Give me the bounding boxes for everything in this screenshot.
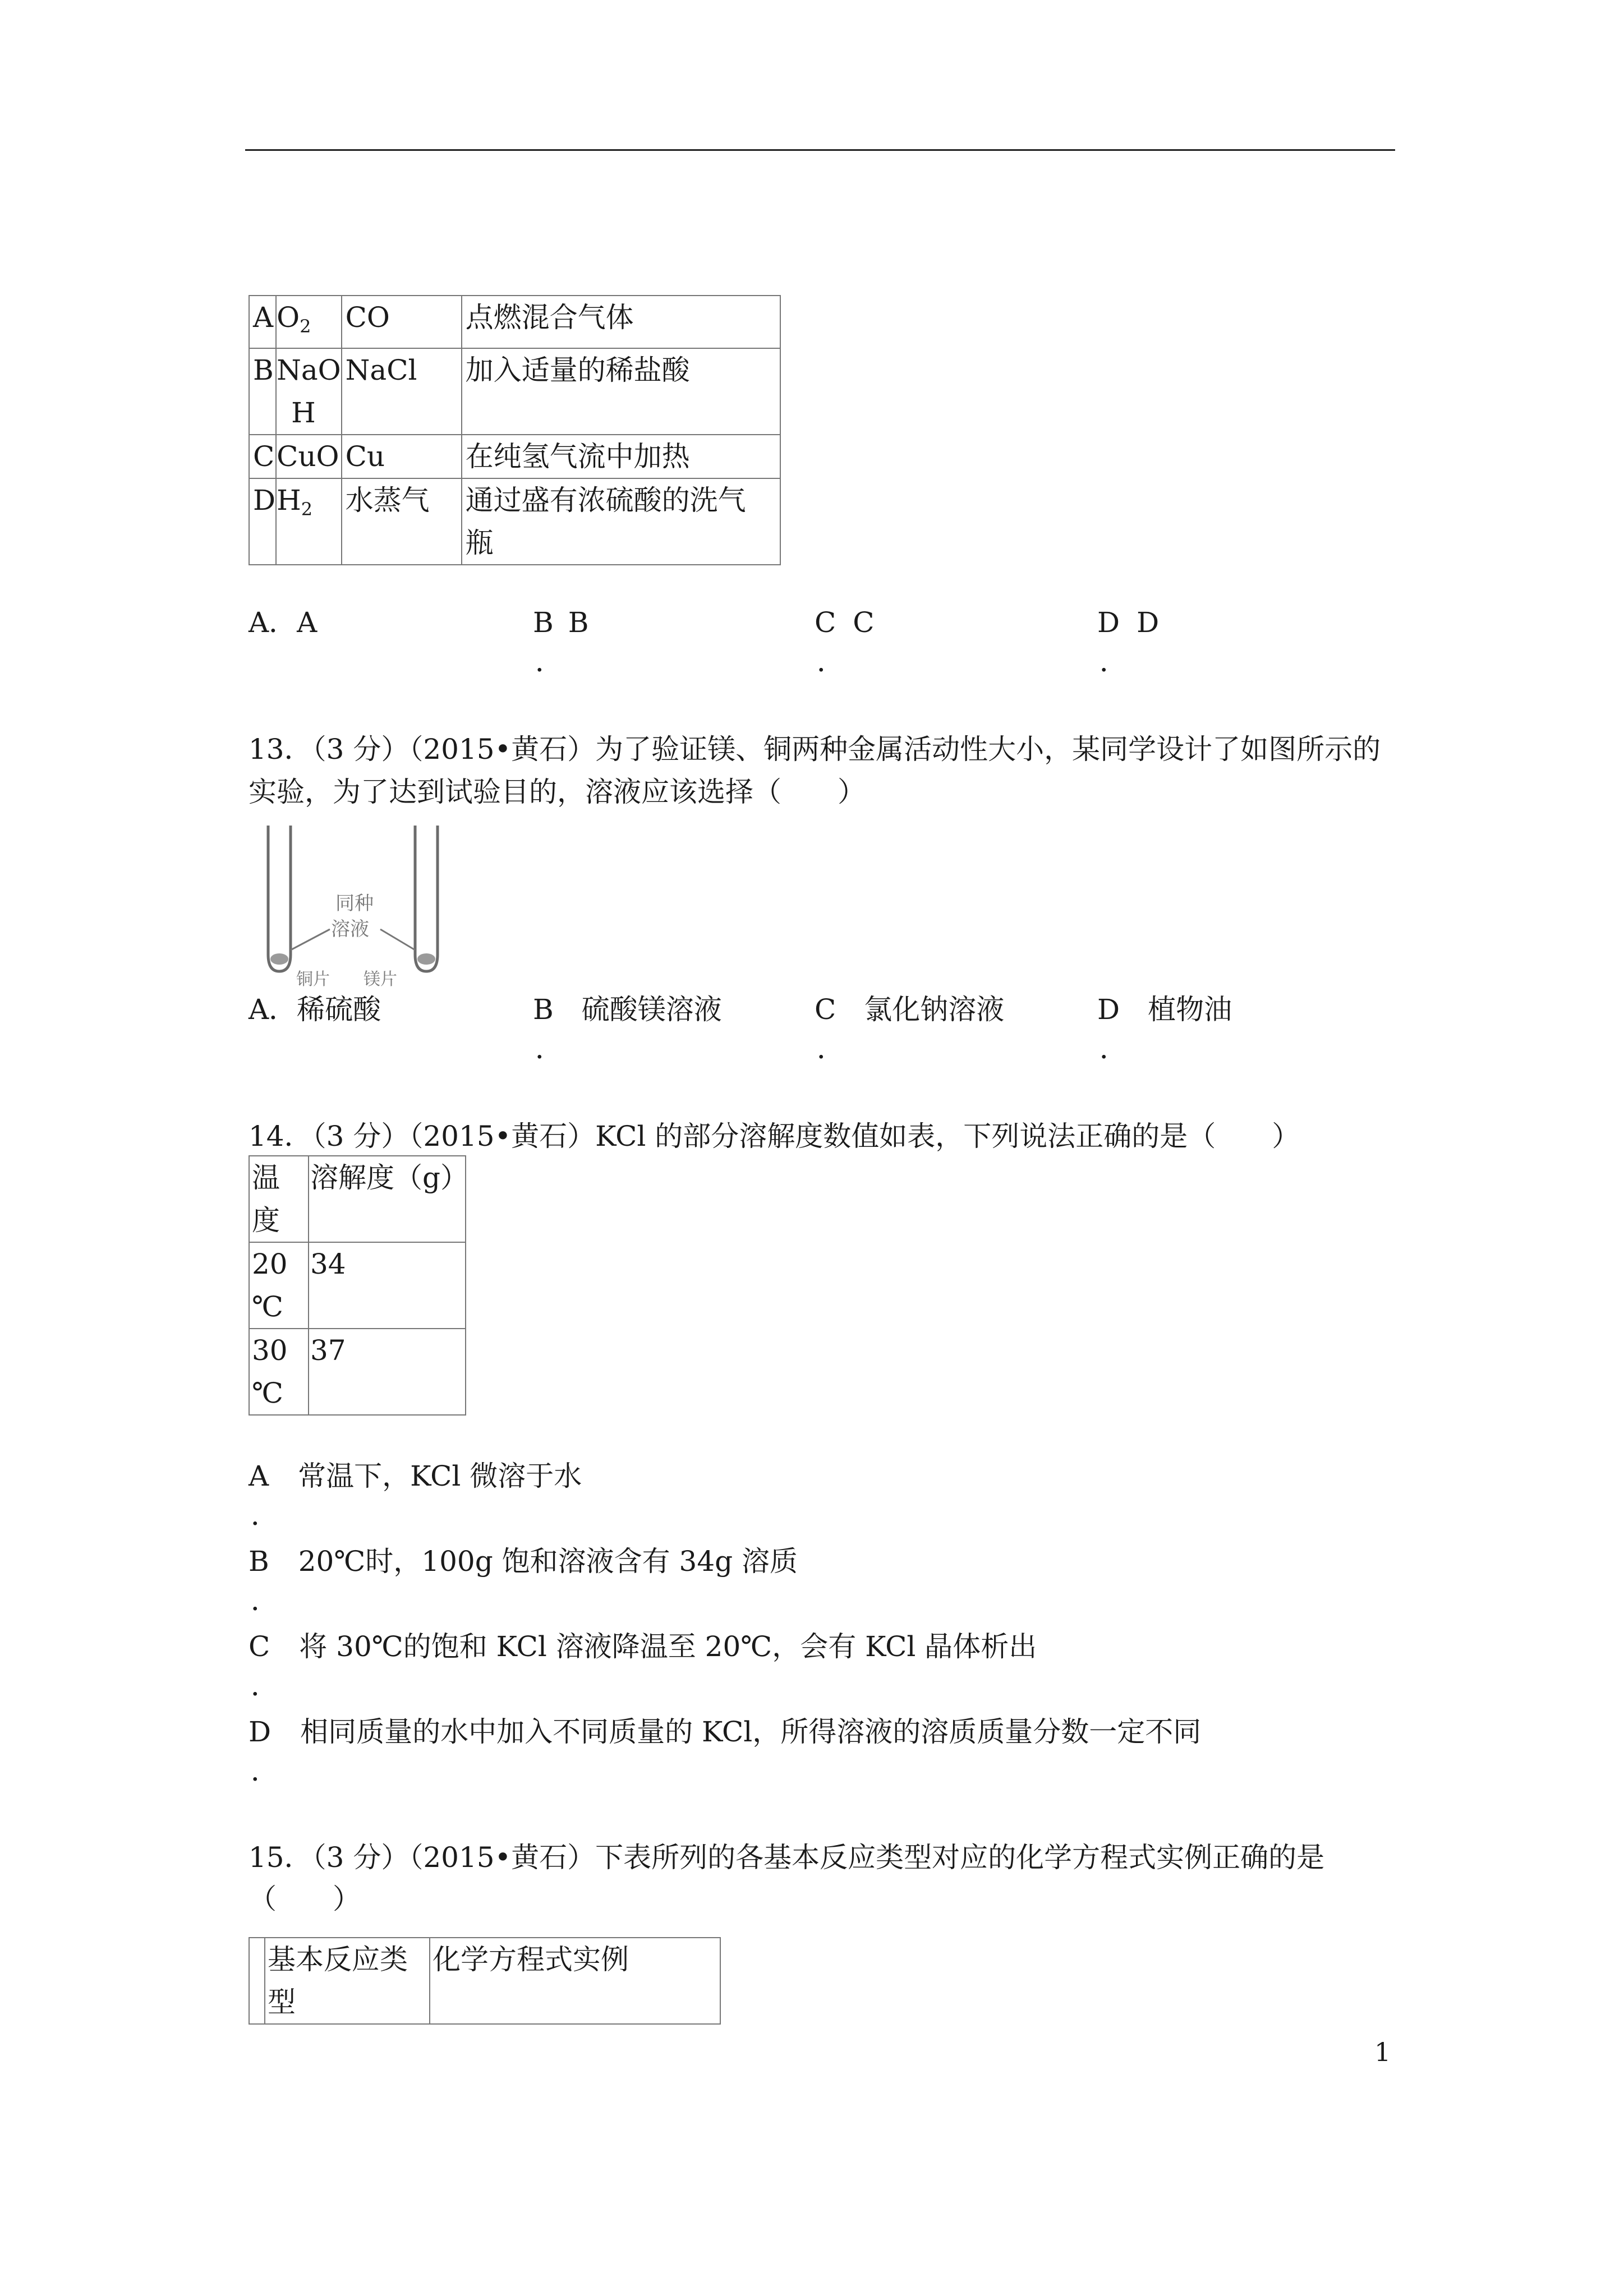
q12-option-b[interactable]: B B [533,606,589,639]
table-row [249,296,780,348]
page-number: 1 [1374,2037,1391,2067]
magnesium-strip [417,953,435,965]
method-cell: 在纯氢气流中加热 [462,435,780,478]
label-same-kind: 同种 [335,892,374,915]
q12-option-c-dot: ． [817,646,845,678]
method-cell: 点燃混合气体 [462,296,780,348]
label-copper: 铜片 [296,970,330,988]
table-row [249,1329,466,1415]
test-tube-diagram [251,820,464,988]
q13-stem-line1: 13．（3 分）（2015•黄石）为了验证镁、铜两种金属活动性大小，某同学设计了如图所示的 [249,733,1381,766]
temperature-cell: 20 ℃ [249,1242,309,1329]
label-magnesium: 镁片 [364,970,397,988]
left-test-tube [268,826,291,971]
q13-option-c[interactable]: C 氯化钠溶液 [815,993,1005,1026]
blank-cell [249,1938,265,2024]
row-letter: B [249,348,276,435]
method-cell: 加入适量的稀盐酸 [462,348,780,435]
q13-option-d[interactable]: D 植物油 [1097,993,1232,1026]
table-row [249,1938,720,2024]
solubility-cell: 37 [309,1329,466,1415]
solubility-cell: 34 [309,1242,466,1329]
q14-stem: 14．（3 分）（2015•黄石）KCl 的部分溶解度数值如表，下列说法正确的是（ ） [249,1120,1300,1152]
q14-option-d[interactable]: D 相同质量的水中加入不同质量的 KCl，所得溶液的溶质质量分数一定不同 [249,1716,1202,1748]
q13-stem-line2: 实验，为了达到试验目的，溶液应该选择（ ） [249,776,866,808]
table-row [249,1242,466,1329]
substance-cell: NaO H [276,348,342,435]
copper-strip [270,953,288,965]
q14-solubility-table [249,1155,469,1416]
reaction-type-header: 基本反应类 型 [265,1938,430,2024]
q15-table [249,1937,721,2025]
q14-option-c-dot: ． [251,1670,279,1702]
solubility-header: 溶解度（g） [309,1156,466,1242]
impurity-cell: NaCl [342,348,462,435]
temperature-cell: 30 ℃ [249,1329,309,1415]
table-row [249,478,780,565]
q13-test-tube-figure [251,820,464,988]
q13-option-c-dot: ． [817,1032,845,1065]
q15-stem-line2: （ ） [249,1883,361,1915]
q15-stem-line1: 15．（3 分）（2015•黄石）下表所列的各基本反应类型对应的化学方程式实例正确的是 [249,1841,1325,1874]
q12-option-b-dot: ． [535,646,563,678]
impurity-cell: CO [342,296,462,348]
substance-cell: $O_2$ [276,296,342,348]
row-letter: A [249,296,276,348]
row-letter: C [249,435,276,478]
impurity-cell: 水蒸气 [342,478,462,565]
table-row [249,348,780,435]
substance-cell: $H_2$ [276,478,342,565]
q13-option-b-dot: ． [535,1032,563,1065]
q12-option-a[interactable]: A．A [249,606,318,639]
table-row [249,435,780,478]
q13-option-d-dot: ． [1099,1032,1128,1065]
q14-option-d-dot: ． [251,1755,279,1787]
q13-option-a[interactable]: A．稀硫酸 [249,993,381,1026]
q14-option-b[interactable]: B 20℃时，100g 饱和溶液含有 34g 溶质 [249,1545,798,1578]
q14-option-b-dot: ． [251,1584,279,1617]
header-rule [245,149,1395,151]
temperature-header: 温 度 [249,1156,309,1242]
q14-option-a-dot: ． [251,1499,279,1532]
q12-option-c[interactable]: C C [815,606,875,639]
solution-pointer-right [380,929,415,950]
row-letter: D [249,478,276,565]
q12-option-d-dot: ． [1099,646,1128,678]
q13-option-b[interactable]: B 硫酸镁溶液 [533,993,722,1026]
q14-option-c[interactable]: C 将 30℃的饱和 KCl 溶液降温至 20℃，会有 KCl 晶体析出 [249,1630,1037,1663]
q12-table [249,295,781,565]
equation-example-header: 化学方程式实例 [430,1938,720,2024]
q12-option-d[interactable]: D D [1097,606,1160,639]
impurity-cell: Cu [342,435,462,478]
substance-cell: CuO [276,435,342,478]
right-test-tube [415,826,438,971]
table-row [249,1156,466,1242]
label-solution: 溶液 [331,918,369,940]
method-cell: 通过盛有浓硫酸的洗气 瓶 [462,478,780,565]
solution-pointer-left [291,929,330,950]
q14-option-a[interactable]: A 常温下，KCl 微溶于水 [249,1460,582,1492]
